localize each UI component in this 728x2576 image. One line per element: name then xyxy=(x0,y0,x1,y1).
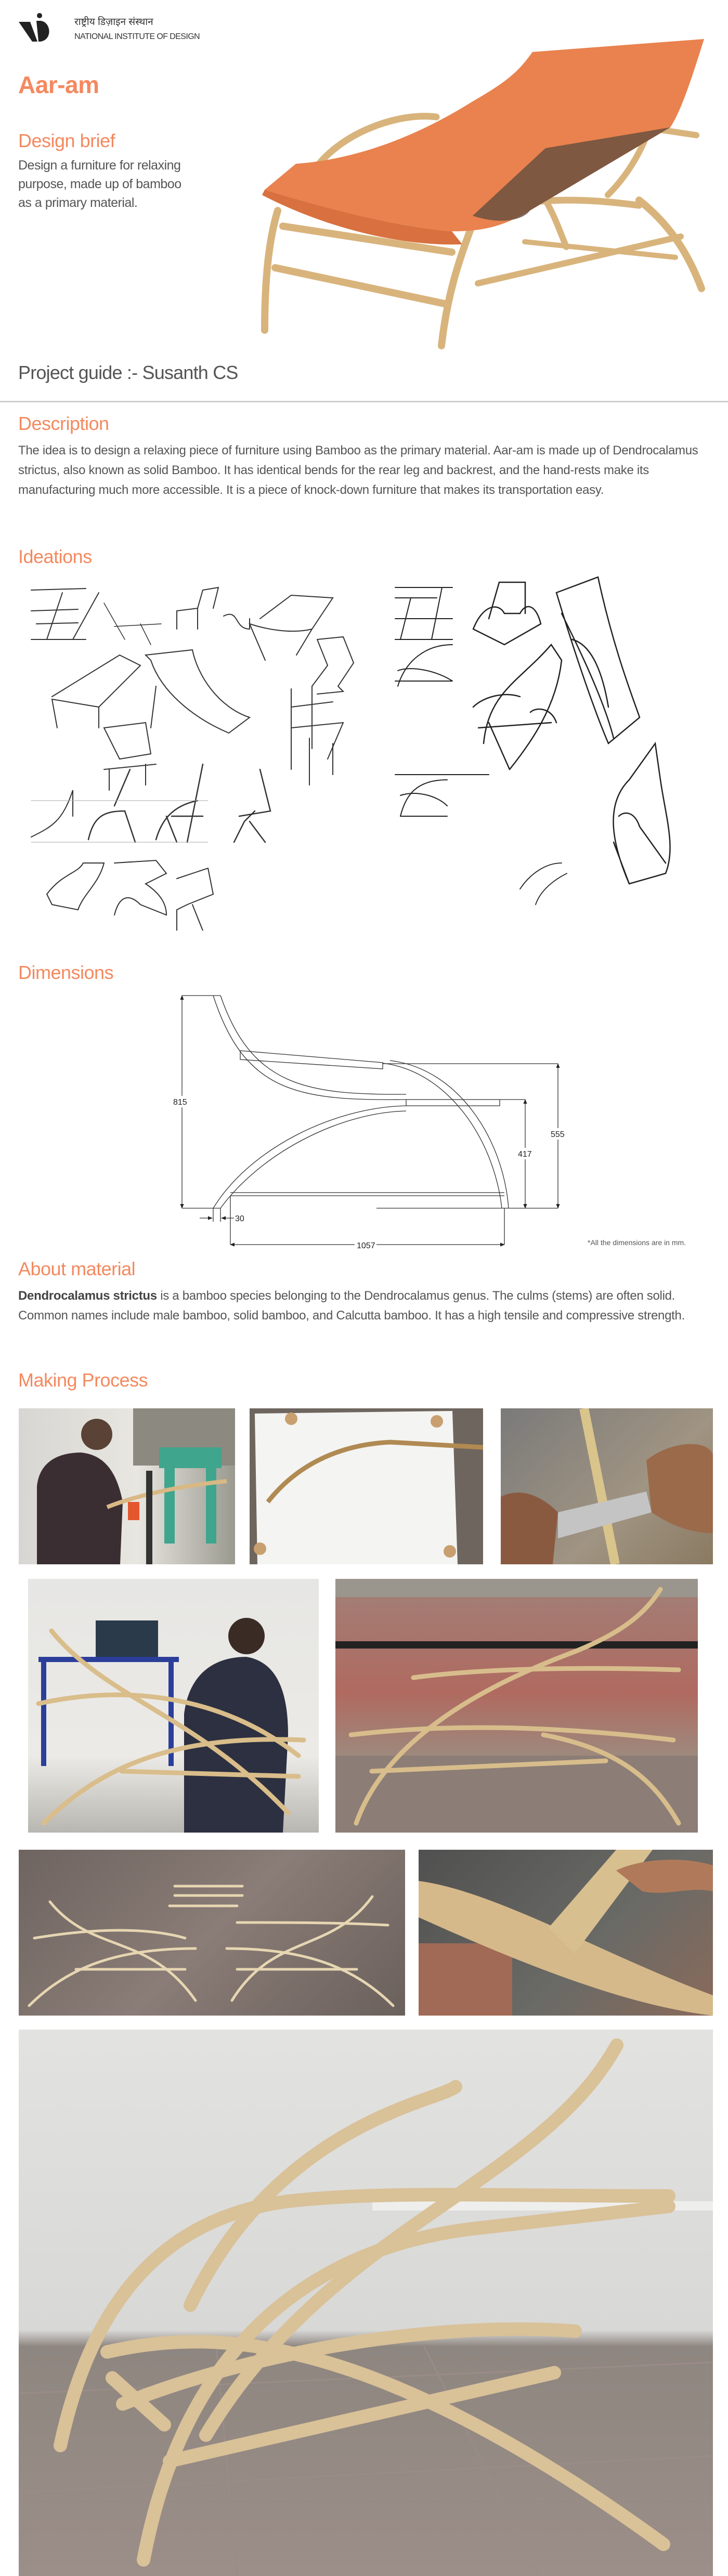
photo-assembling-frame xyxy=(28,1579,319,1833)
logo-hindi: राष्ट्रीय डिज़ाइन संस्थान xyxy=(74,17,153,28)
dim-seat-height: 417 xyxy=(518,1150,532,1159)
design-brief-text: Design a furniture for relaxing purpose, made up of bamboo as a primary material. xyxy=(18,158,181,210)
hero-chair-image xyxy=(233,39,707,361)
dim-depth: 1057 xyxy=(357,1241,375,1250)
photo-frame-against-wall xyxy=(335,1579,698,1833)
about-material-text xyxy=(18,1286,715,1326)
ideations-heading: Ideations xyxy=(18,546,92,567)
dimensions-heading: Dimensions xyxy=(18,962,114,983)
photo-joint-detail xyxy=(419,1850,713,2016)
photo-knockdown-parts xyxy=(19,1850,405,2016)
dimension-note: *All the dimensions are in mm. xyxy=(588,1238,686,1247)
making-process-heading: Making Process xyxy=(18,1369,148,1391)
section-divider xyxy=(0,401,728,402)
dim-total-height: 815 xyxy=(173,1098,187,1107)
backrest-curve xyxy=(213,996,406,1100)
about-material-heading: About material xyxy=(18,1258,136,1279)
photo-finished-frame xyxy=(19,2030,713,2576)
logo-english: NATIONAL INSTITUTE OF DESIGN xyxy=(74,32,200,41)
photo-heat-bending xyxy=(19,1408,235,1564)
material-name: Dendrocalamus strictus xyxy=(18,1289,157,1303)
nid-logo xyxy=(19,12,237,44)
stretcher xyxy=(230,1193,504,1196)
page-title: Aar-am xyxy=(18,71,99,98)
dim-thickness: 30 xyxy=(235,1214,244,1223)
material-description: is a bamboo species belonging to the Dendrocalamus genus. The culms (stems) are often solid. Common names include male bamboo, solid bamboo, and Calcutta bamboo. It has a high tensile and compressive strength. xyxy=(18,1289,685,1323)
ideation-sketches-right xyxy=(385,572,707,931)
front-leg-curve xyxy=(383,1061,509,1208)
project-guide: Project guide :- Susanth CS xyxy=(18,362,238,383)
dim-arm-height: 555 xyxy=(551,1130,565,1139)
armrest xyxy=(240,1051,383,1069)
photo-shaving-bamboo xyxy=(501,1408,713,1564)
photo-bending-template xyxy=(250,1408,483,1564)
ideation-sketches-left xyxy=(21,572,374,931)
nid-logo-mark-icon xyxy=(19,12,55,43)
description-text: The idea is to design a relaxing piece of furniture using Bamboo as the primary material. Aar-am is made up of Dendrocalamus strictus, also known as solid Bamboo. It has identical bends for the rear leg and backrest, and the hand-rests make its manufacturing much more accessible. It is a piece of knock-down furniture that makes its transportation easy. xyxy=(18,443,698,497)
description-heading: Description xyxy=(18,413,109,434)
dimension-drawing xyxy=(0,983,728,1258)
design-brief-heading: Design brief xyxy=(18,130,115,151)
